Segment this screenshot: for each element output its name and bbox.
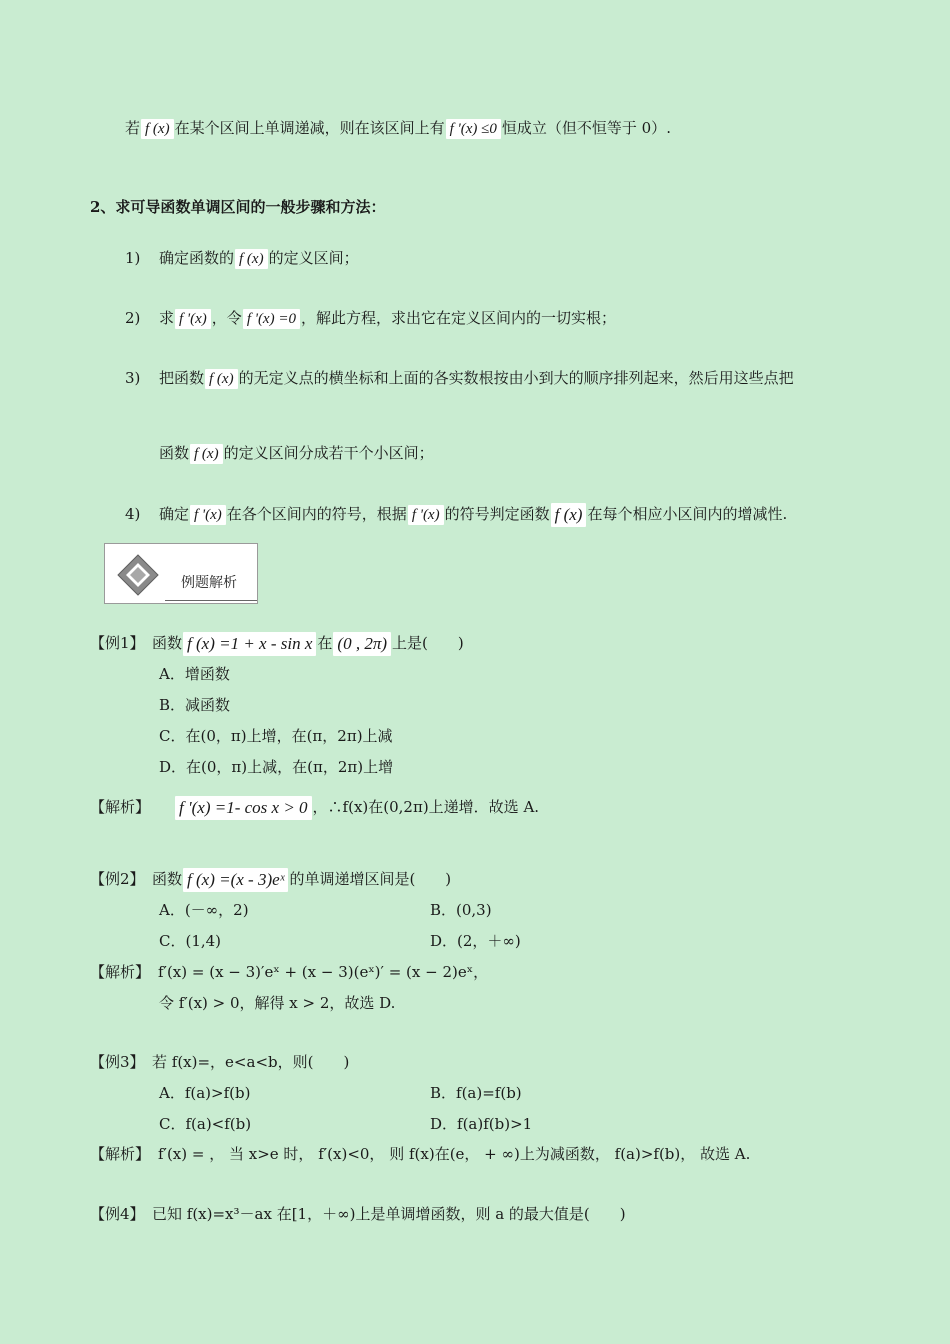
option-b: B．(0,3) xyxy=(430,901,492,919)
badge-title: 例题解析 xyxy=(181,575,237,591)
section-badge xyxy=(104,543,258,604)
step-text: 把函数 xyxy=(159,369,205,387)
step-number: 3) xyxy=(125,369,141,387)
option-b: B．f(a)=f(b) xyxy=(430,1084,522,1102)
stem-text: 已知 f(x)=x³－ax 在[1，＋∞)上是单调增函数，则 a 的最大值是( ) xyxy=(152,1205,626,1223)
solution-text: ，∴f(x)在(0,2π)上递增．故选 A. xyxy=(312,798,540,816)
section-heading: 2、求可导函数单调区间的一般步骤和方法： xyxy=(90,198,386,216)
step-1 xyxy=(125,247,359,269)
stem-text: 的单调递增区间是( ) xyxy=(289,870,452,888)
formula: f (x) xyxy=(551,503,587,527)
solution-label: 【解析】 xyxy=(90,963,151,981)
formula: f '(x) xyxy=(190,505,226,525)
option-c: C．f(a)<f(b) xyxy=(159,1115,252,1133)
solution-text: 令 f′(x) > 0，解得 x > 2，故选 D. xyxy=(159,994,396,1012)
intro-suffix: 恒成立（但不恒等于 0）. xyxy=(501,119,671,137)
option-b: B．减函数 xyxy=(159,696,231,714)
example-label: 【例2】 xyxy=(90,870,145,888)
option-d: D．在(0，π)上减，在(π，2π)上增 xyxy=(159,758,394,776)
example-label: 【例1】 xyxy=(90,634,145,652)
step-3-continued xyxy=(159,442,434,464)
formula-fprime-le-0: f '(x) ≤0 xyxy=(446,119,501,139)
option-c: C．(1,4) xyxy=(159,932,222,950)
option-c: C．在(0，π)上增，在(π，2π)上减 xyxy=(159,727,393,745)
step-text: 的符号判定函数 xyxy=(444,505,550,523)
step-text: 确定函数的 xyxy=(159,249,235,267)
formula-f-x: f (x) xyxy=(141,119,174,139)
example-label: 【例4】 xyxy=(90,1205,145,1223)
formula: f (x) xyxy=(235,249,268,269)
formula: f '(x) =0 xyxy=(243,309,300,329)
step-text: 在每个相应小区间内的增减性. xyxy=(587,505,788,523)
stem-text: 函数 xyxy=(152,870,183,888)
option-a: A．f(a)>f(b) xyxy=(159,1084,251,1102)
step-number: 2) xyxy=(125,309,141,327)
example-3-stem xyxy=(90,1051,349,1073)
step-text: ，解此方程，求出它在定义区间内的一切实根； xyxy=(300,309,616,327)
intro-mid: 在某个区间上单调递减，则在该区间上有 xyxy=(174,119,445,137)
example-2-solution xyxy=(90,961,488,983)
stem-text: 若 f(x)=，e<a<b，则( ) xyxy=(152,1053,350,1071)
formula: f (x) xyxy=(205,369,238,389)
formula: (0 , 2π) xyxy=(333,632,391,656)
stem-text: 函数 xyxy=(152,634,183,652)
stem-text: 在 xyxy=(317,634,333,652)
diamond-logo-icon xyxy=(117,554,159,596)
step-number: 4) xyxy=(125,505,141,523)
step-text: 的无定义点的横坐标和上面的各实数根按由小到大的顺序排列起来，然后用这些点把 xyxy=(238,369,794,387)
step-text: ，令 xyxy=(211,309,242,327)
solution-label: 【解析】 xyxy=(90,798,151,816)
step-number: 1) xyxy=(125,249,141,267)
formula: f '(x) xyxy=(175,309,211,329)
step-3 xyxy=(125,367,794,389)
formula: f (x) =1 + x - sin x xyxy=(183,632,316,656)
intro-prefix: 若 xyxy=(125,119,141,137)
example-3-solution xyxy=(90,1143,750,1165)
step-text: 的定义区间分成若干个小区间； xyxy=(223,444,434,462)
stem-text: 上是( ) xyxy=(392,634,464,652)
option-a: A．(－∞，2) xyxy=(159,901,249,919)
solution-text: f′(x) = (x − 3)′eˣ + (x − 3)(eˣ)′ = (x − 2)eˣ， xyxy=(158,963,489,981)
formula: f '(x) xyxy=(408,505,444,525)
example-1-solution xyxy=(90,796,539,820)
step-2 xyxy=(125,307,616,329)
intro-line xyxy=(125,117,671,139)
solution-text: f′(x) = ， 当 x>e 时， f′(x)<0， 则 f(x)在(e， + ∞)上为减函数， f(a)>f(b)， 故选 A. xyxy=(158,1145,751,1163)
step-text: 求 xyxy=(159,309,175,327)
example-2-stem xyxy=(90,868,451,892)
formula: f (x) =(x - 3)eˣ xyxy=(183,868,288,892)
formula: f (x) xyxy=(190,444,223,464)
option-d: D．f(a)f(b)>1 xyxy=(430,1115,533,1133)
option-a: A．增函数 xyxy=(159,665,230,683)
badge-underline xyxy=(165,600,257,601)
example-4-stem xyxy=(90,1203,626,1225)
step-text: 的定义区间； xyxy=(268,249,359,267)
option-d: D．(2，＋∞) xyxy=(430,932,521,950)
step-text: 在各个区间内的符号，根据 xyxy=(226,505,407,523)
formula: f '(x) =1- cos x > 0 xyxy=(175,796,312,820)
step-text: 确定 xyxy=(159,505,190,523)
step-text: 函数 xyxy=(159,444,190,462)
example-1-stem xyxy=(90,632,464,656)
solution-label: 【解析】 xyxy=(90,1145,151,1163)
example-label: 【例3】 xyxy=(90,1053,145,1071)
step-4 xyxy=(125,503,787,527)
